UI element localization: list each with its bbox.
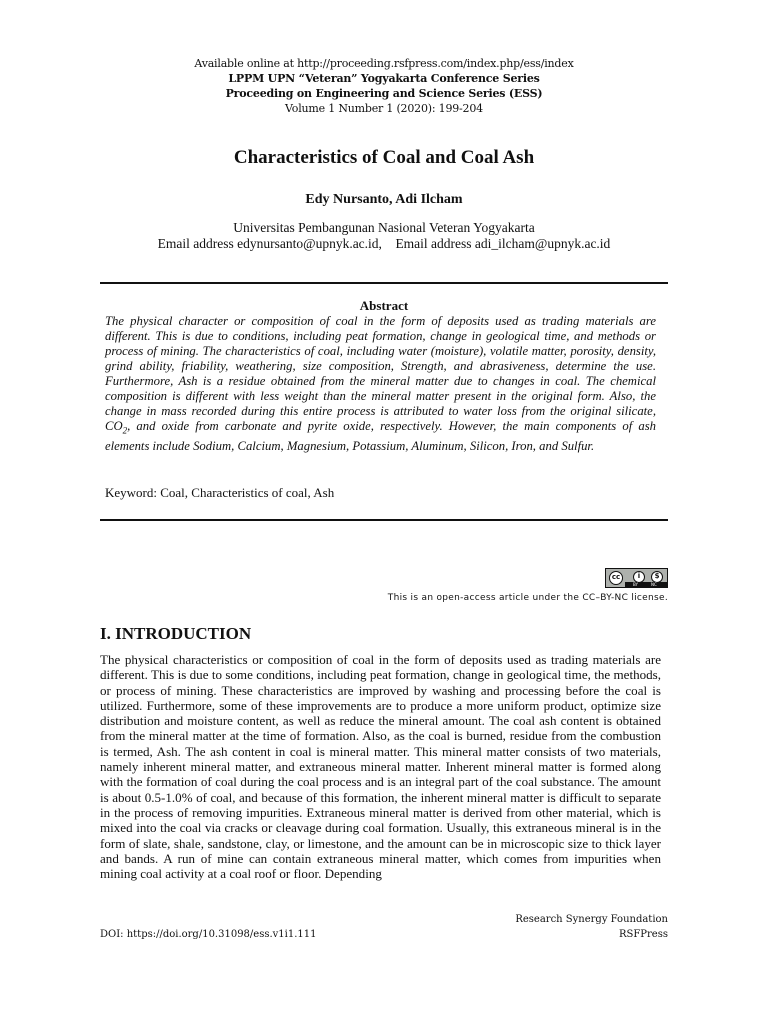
affiliation-block [100,220,668,252]
volume-info: Volume 1 Number 1 (2020): 199-204 [285,102,483,115]
nc-label: NC [651,582,657,587]
license-text: This is an open-access article under the CC–BY-NC license. [387,593,668,603]
journal-header [100,56,668,116]
abstract-heading: Abstract [359,298,409,313]
attribution-icon: i [633,571,645,583]
availability-line: Available online at http://proceeding.rsfpress.com/index.php/ess/index [194,57,574,70]
co2-subscript: 2 [122,425,128,436]
publisher-press: RSFPress [618,929,668,940]
paper-title: Characteristics of Coal and Coal Ash [233,147,535,168]
proceeding-name: Proceeding on Engineering and Science Series (ESS) [225,87,543,100]
abstract-text-part1: The physical character or composition of coal in the form of deposits used as trading materials are different. This is due to conditions, including peat formation, change in geological time, and methods or process of mining. The characteristics of coal, including water (moisture), volatile matter, porosity, density, grind ability, friability, weathering, size composition, Strength, and abrasiveness, determine the use. Furthermore, Ash is a residue obtained from the mineral matter due to changes in coal. The chemical composition is different with less weight than the mineral matter present in the original form. Also, the change in mass recorded during this entire process is attributed to water loss from the original silicate, CO [105,314,656,434]
abstract-bottom-rule [100,519,668,521]
badge-label-strip [625,582,667,587]
introduction-body: The physical characteristics or composition of coal in the form of deposits used as trading materials are different. This is due to some conditions, including peat formation, change in geological time, the methods, or process of mining. These characteristics are improved by washing and processing before the coal is utilized. Furthermore, some of these improvements are to produce a more uniform product, optimize size distribution and moisture content, as well as reduce the mineral amount. The coal ash content is obtained from the mineral matter at the time of formation. Also, as the coal is burned, residue from the combustion is termed, Ash. The ash content in coal is mineral matter. This mineral matter consists of two materials, namely inherent mineral matter, and extraneous mineral matter. Inherent mineral matter is formed along with the formation of coal during the coal process and is an integral part of the coal substance. The amount is about 0.5-1.0% of coal, and because of this formation, the inherent mineral matter is difficult to separate in the process of removing impurities. Extraneous mineral matter is derived from other material, which is mixed into the coal via cracks or cleavage during coal formation. Usually, this extraneous mineral is in the form of slate, shale, sandstone, clay, or limestone, and the amount can be in microscopic size to thick layer and bands. A run of mine can contain extraneous mineral matter, which comes from impurities when mining coal activity at a coal roof or floor. Depending [100,652,661,882]
cc-icon: cc [609,571,623,585]
email-1: Email address edynursanto@upnyk.ac.id, [157,236,382,251]
affiliation: Universitas Pembangunan Nasional Veteran Yogyakarta [233,220,535,235]
by-label: BY [633,582,638,587]
doi-link[interactable]: DOI: https://doi.org/10.31098/ess.v1i1.111 [100,929,317,940]
noncommercial-icon: $ [651,571,663,583]
conference-series: LPPM UPN “Veteran” Yogyakarta Conference Series [228,72,540,85]
email-2: Email address adi_ilcham@upnyk.ac.id [395,236,611,251]
email-line [100,236,668,252]
publisher-block [468,912,668,942]
abstract-top-rule [100,282,668,284]
abstract-text [105,314,656,454]
keywords: Keyword: Coal, Characteristics of coal, Ash [105,485,335,500]
section-heading-introduction: I. INTRODUCTION [100,624,252,643]
publisher-name: Research Synergy Foundation [515,914,668,925]
abstract-text-part2: , and oxide from carbonate and pyrite oxide, respectively. However, the main components of ash elements include Sodium, Calcium, Magnesium, Potassium, Aluminum, Silicon, Iron, and Sulfur. [105,419,656,453]
cc-by-nc-badge[interactable] [605,568,668,588]
paper-authors: Edy Nursanto, Adi Ilcham [305,192,463,207]
